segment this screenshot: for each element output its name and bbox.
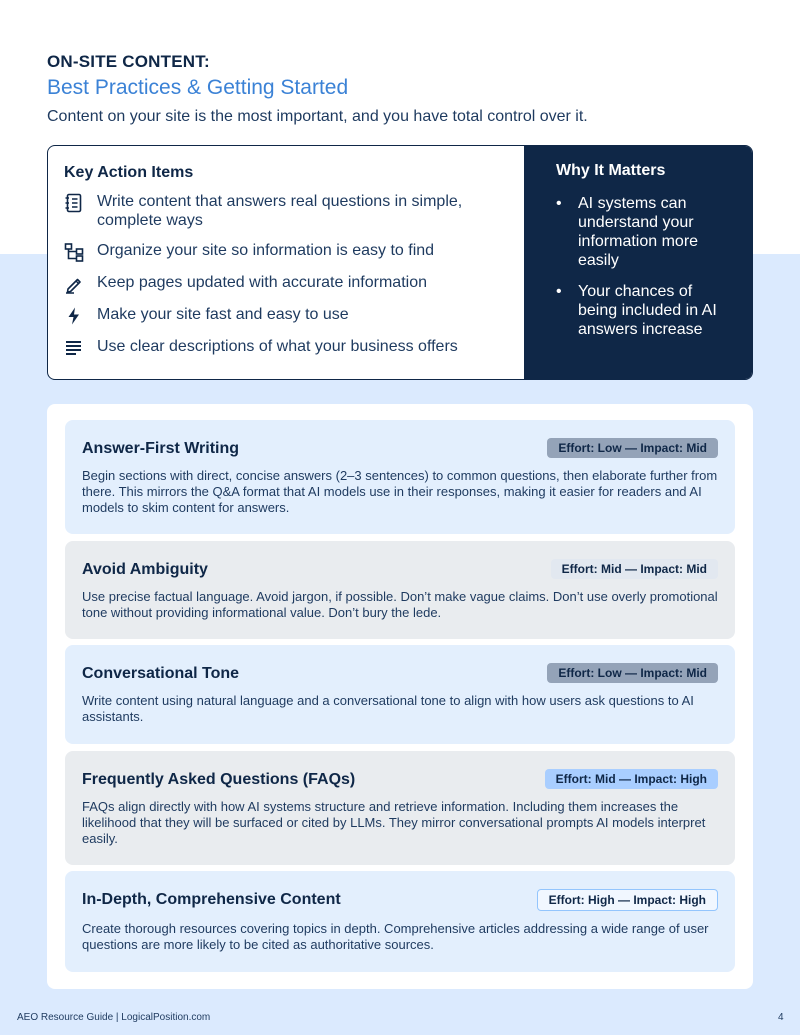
effort-impact-badge: Effort: Low — Impact: Mid — [547, 438, 718, 458]
why-text: AI systems can understand your information more easily — [578, 195, 699, 269]
page-title: Best Practices & Getting Started — [47, 76, 349, 99]
practice-card-answer-first — [65, 420, 735, 534]
effort-impact-badge: Effort: High — Impact: High — [537, 889, 718, 911]
footer-source: AEO Resource Guide | LogicalPosition.com — [17, 1012, 211, 1023]
practice-description: Use precise factual language. Avoid jargon, if possible. Don’t make vague claims. Don’t use overly promotional tone without providing informational value. Don’t bury the lede. — [82, 589, 718, 620]
list-item — [556, 282, 732, 339]
practice-card-faqs — [65, 751, 735, 865]
why-it-matters-heading: Why It Matters — [556, 162, 666, 179]
effort-impact-badge: Effort: Mid — Impact: High — [545, 769, 718, 789]
practice-description: Create thorough resources covering topics in depth. Comprehensive articles addressing a wide range of user questions are more likely to be cited as authoritative sources. — [82, 921, 709, 952]
practice-card-in-depth-content — [65, 871, 735, 972]
action-text: Make your site fast and easy to use — [97, 306, 349, 323]
action-text: Write content that answers real questions in simple, complete ways — [97, 193, 463, 229]
practice-card-conversational-tone — [65, 645, 735, 744]
bullet-icon: • — [556, 195, 562, 212]
key-actions-panel — [48, 146, 524, 379]
key-actions-card — [47, 145, 753, 380]
key-actions-heading: Key Action Items — [64, 164, 194, 181]
action-text: Keep pages updated with accurate information — [97, 274, 427, 291]
list-item — [556, 194, 732, 270]
practice-description: FAQs align directly with how AI systems structure and retrieve information. Including them increases the likelihood that they will be surfaced or cited by LLMs. They mirror conversational prompts AI models interpret easily. — [82, 799, 706, 846]
best-practices-panel — [47, 404, 753, 989]
list-item — [64, 337, 524, 358]
practice-title: In-Depth, Comprehensive Content — [82, 891, 341, 908]
list-item — [64, 192, 524, 230]
bullet-icon: • — [556, 283, 562, 300]
pencil-icon — [64, 274, 84, 294]
action-text: Organize your site so information is easy to find — [97, 242, 435, 259]
page-number: 4 — [778, 1012, 784, 1023]
effort-impact-badge: Effort: Low — Impact: Mid — [547, 663, 718, 683]
practice-title: Frequently Asked Questions (FAQs) — [82, 771, 356, 788]
why-text: Your chances of being included in AI answers increase — [578, 283, 717, 338]
list-item — [64, 241, 524, 262]
page-subtitle: Content on your site is the most important, and you have total control over it. — [47, 108, 588, 125]
practice-description: Begin sections with direct, concise answers (2–3 sentences) to common questions, then elaborate further from there. This mirrors the Q&A format that AI models use in their responses, making it easier for readers and AI models to skim content for answers. — [82, 468, 718, 515]
lightning-icon — [64, 306, 84, 326]
document-list-icon — [64, 193, 84, 213]
key-actions-list — [64, 192, 524, 358]
list-item — [64, 273, 524, 294]
practice-title: Conversational Tone — [82, 665, 240, 682]
practice-title: Answer-First Writing — [82, 440, 240, 457]
page-header — [47, 52, 767, 126]
list-item — [64, 305, 524, 326]
why-it-matters-panel — [524, 146, 752, 379]
sitemap-icon — [64, 242, 84, 262]
effort-impact-badge: Effort: Mid — Impact: Mid — [551, 559, 718, 579]
section-eyebrow: ON-SITE CONTENT: — [47, 52, 210, 71]
why-it-matters-list — [556, 194, 732, 339]
text-lines-icon — [64, 338, 84, 358]
practice-description: Write content using natural language and a conversational tone to align with how users ask questions to AI assistants. — [82, 693, 694, 724]
practice-card-avoid-ambiguity — [65, 541, 735, 639]
practice-title: Avoid Ambiguity — [82, 561, 208, 578]
action-text: Use clear descriptions of what your business offers — [97, 338, 458, 355]
